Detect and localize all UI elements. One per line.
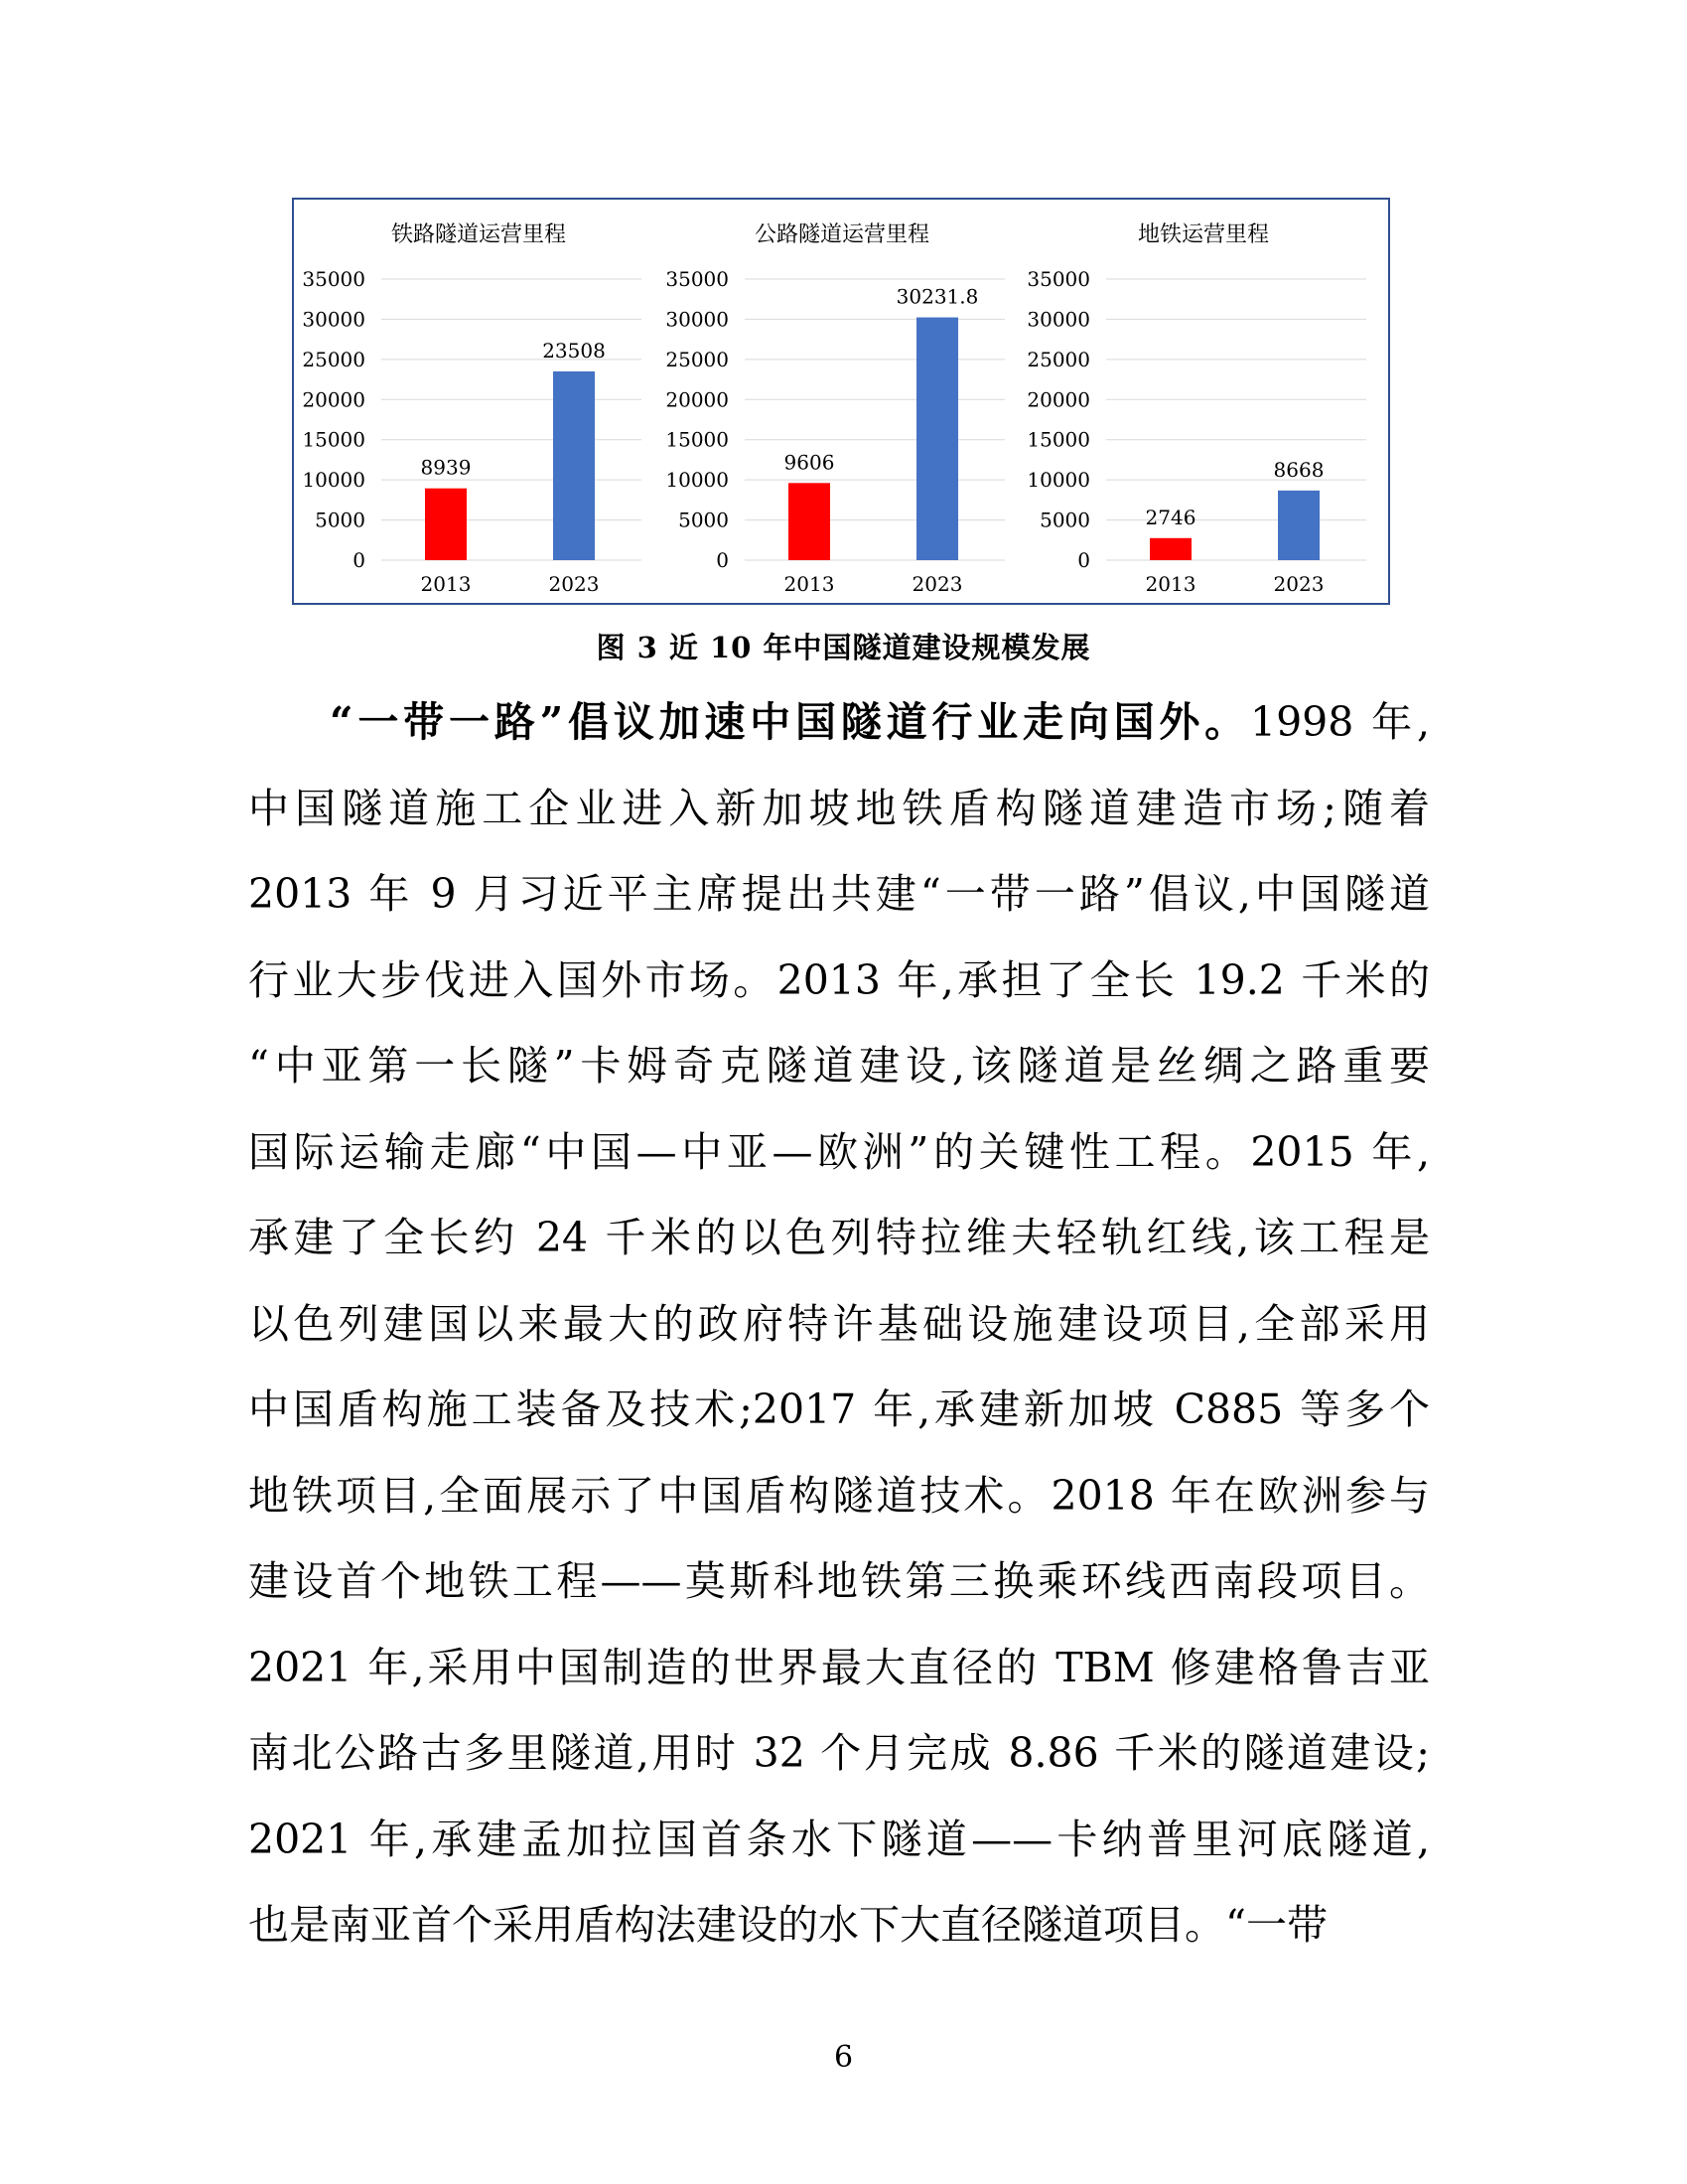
y-tick-label: 25000: [302, 347, 365, 371]
y-tick-label: 15000: [665, 427, 729, 452]
bar: [553, 371, 595, 560]
y-tick-label: 30000: [302, 307, 365, 332]
bar: [1150, 538, 1192, 560]
figure-caption: 图 3 近 10 年中国隧道建设规模发展: [596, 631, 1091, 664]
data-label: 2746: [1145, 505, 1196, 529]
y-tick-label: 5000: [678, 508, 729, 532]
paragraph-line: 行业大步伐进入国外市场。2013 年,承担了全长 19.2 千米的: [248, 955, 1430, 1004]
y-tick-label: 20000: [1027, 387, 1090, 412]
paragraph-line: 中国盾构施工装备及技术;2017 年,承建新加坡 C885 等多个: [248, 1385, 1430, 1433]
chart-title: 铁路隧道运营里程: [390, 222, 567, 247]
x-tick-label: 2013: [420, 572, 472, 596]
paragraph-line: 2021 年,采用中国制造的世界最大直径的 TBM 修建格鲁吉亚: [248, 1643, 1430, 1691]
y-tick-label: 5000: [315, 508, 365, 532]
y-tick-label: 30000: [665, 307, 729, 332]
y-tick-label: 20000: [302, 387, 365, 412]
paragraph-line: 南北公路古多里隧道,用时 32 个月完成 8.86 千米的隧道建设;: [248, 1729, 1430, 1777]
x-tick-label: 2023: [1273, 572, 1325, 596]
paragraph-first-line: [248, 679, 1430, 766]
y-tick-label: 35000: [665, 267, 729, 291]
paragraph-line: 也是南亚首个采用盾构法建设的水下大直径隧道项目。“一带: [248, 1901, 1328, 1949]
paragraph-lead-bold: “一带一路”倡议加速中国隧道行业走向国外。: [330, 698, 1250, 746]
paragraph-line: 2021 年,承建孟加拉国首条水下隧道——卡纳普里河底隧道,: [248, 1815, 1430, 1863]
paragraph-line: 国际运输走廊“中国—中亚—欧洲”的关键性工程。2015 年,: [248, 1127, 1430, 1176]
bar: [425, 489, 467, 560]
x-tick-label: 2023: [548, 572, 600, 596]
data-label: 30231.8: [896, 284, 979, 309]
y-tick-label: 10000: [302, 468, 365, 493]
y-tick-label: 15000: [302, 427, 365, 452]
paragraph-line: 地铁项目,全面展示了中国盾构隧道技术。2018 年在欧洲参与: [248, 1471, 1430, 1520]
y-tick-label: 25000: [1027, 347, 1090, 371]
x-tick-label: 2013: [783, 572, 835, 596]
page-number: 6: [833, 2040, 854, 2075]
paragraph-line: 承建了全长约 24 千米的以色列特拉维夫轻轨红线,该工程是: [248, 1214, 1430, 1261]
y-tick-label: 25000: [665, 347, 729, 371]
y-tick-label: 35000: [302, 267, 365, 291]
y-tick-label: 0: [1077, 548, 1090, 572]
bar: [1278, 491, 1320, 560]
paragraph-line: 建设首个地铁工程——莫斯科地铁第三换乘环线西南段项目。: [248, 1557, 1430, 1605]
y-tick-label: 10000: [1027, 468, 1090, 493]
data-label: 8668: [1273, 457, 1325, 482]
y-tick-label: 35000: [1027, 267, 1090, 291]
paragraph-line: 2013 年 9 月习近平主席提出共建“一带一路”倡议,中国隧道: [248, 870, 1430, 918]
x-tick-label: 2023: [912, 572, 963, 596]
chart-figure: [292, 198, 1390, 605]
chart-title: 公路隧道运营里程: [754, 222, 930, 247]
y-tick-label: 0: [352, 548, 365, 572]
y-tick-label: 30000: [1027, 307, 1090, 332]
data-label: 9606: [783, 450, 835, 475]
data-label: 23508: [542, 338, 606, 363]
x-tick-label: 2013: [1145, 572, 1196, 596]
bar: [916, 318, 958, 560]
y-tick-label: 20000: [665, 387, 729, 412]
paragraph-line: 中国隧道施工企业进入新加坡地铁盾构隧道建造市场;随着: [248, 784, 1430, 832]
y-tick-label: 10000: [665, 468, 729, 493]
chart-panels: [294, 200, 1388, 603]
y-tick-label: 0: [716, 548, 729, 572]
chart-title: 地铁运营里程: [1137, 222, 1270, 247]
bar: [788, 483, 830, 560]
data-label: 8939: [420, 455, 472, 480]
body-paragraph: [248, 679, 1430, 1968]
paragraph-line: 以色列建国以来最大的政府特许基础设施建设项目,全部采用: [248, 1299, 1430, 1348]
y-tick-label: 5000: [1040, 508, 1090, 532]
paragraph-line: “中亚第一长隧”卡姆奇克隧道建设,该隧道是丝绸之路重要: [248, 1042, 1430, 1090]
paragraph-lead-rest: 1998 年,: [1249, 698, 1430, 746]
y-tick-label: 15000: [1027, 427, 1090, 452]
